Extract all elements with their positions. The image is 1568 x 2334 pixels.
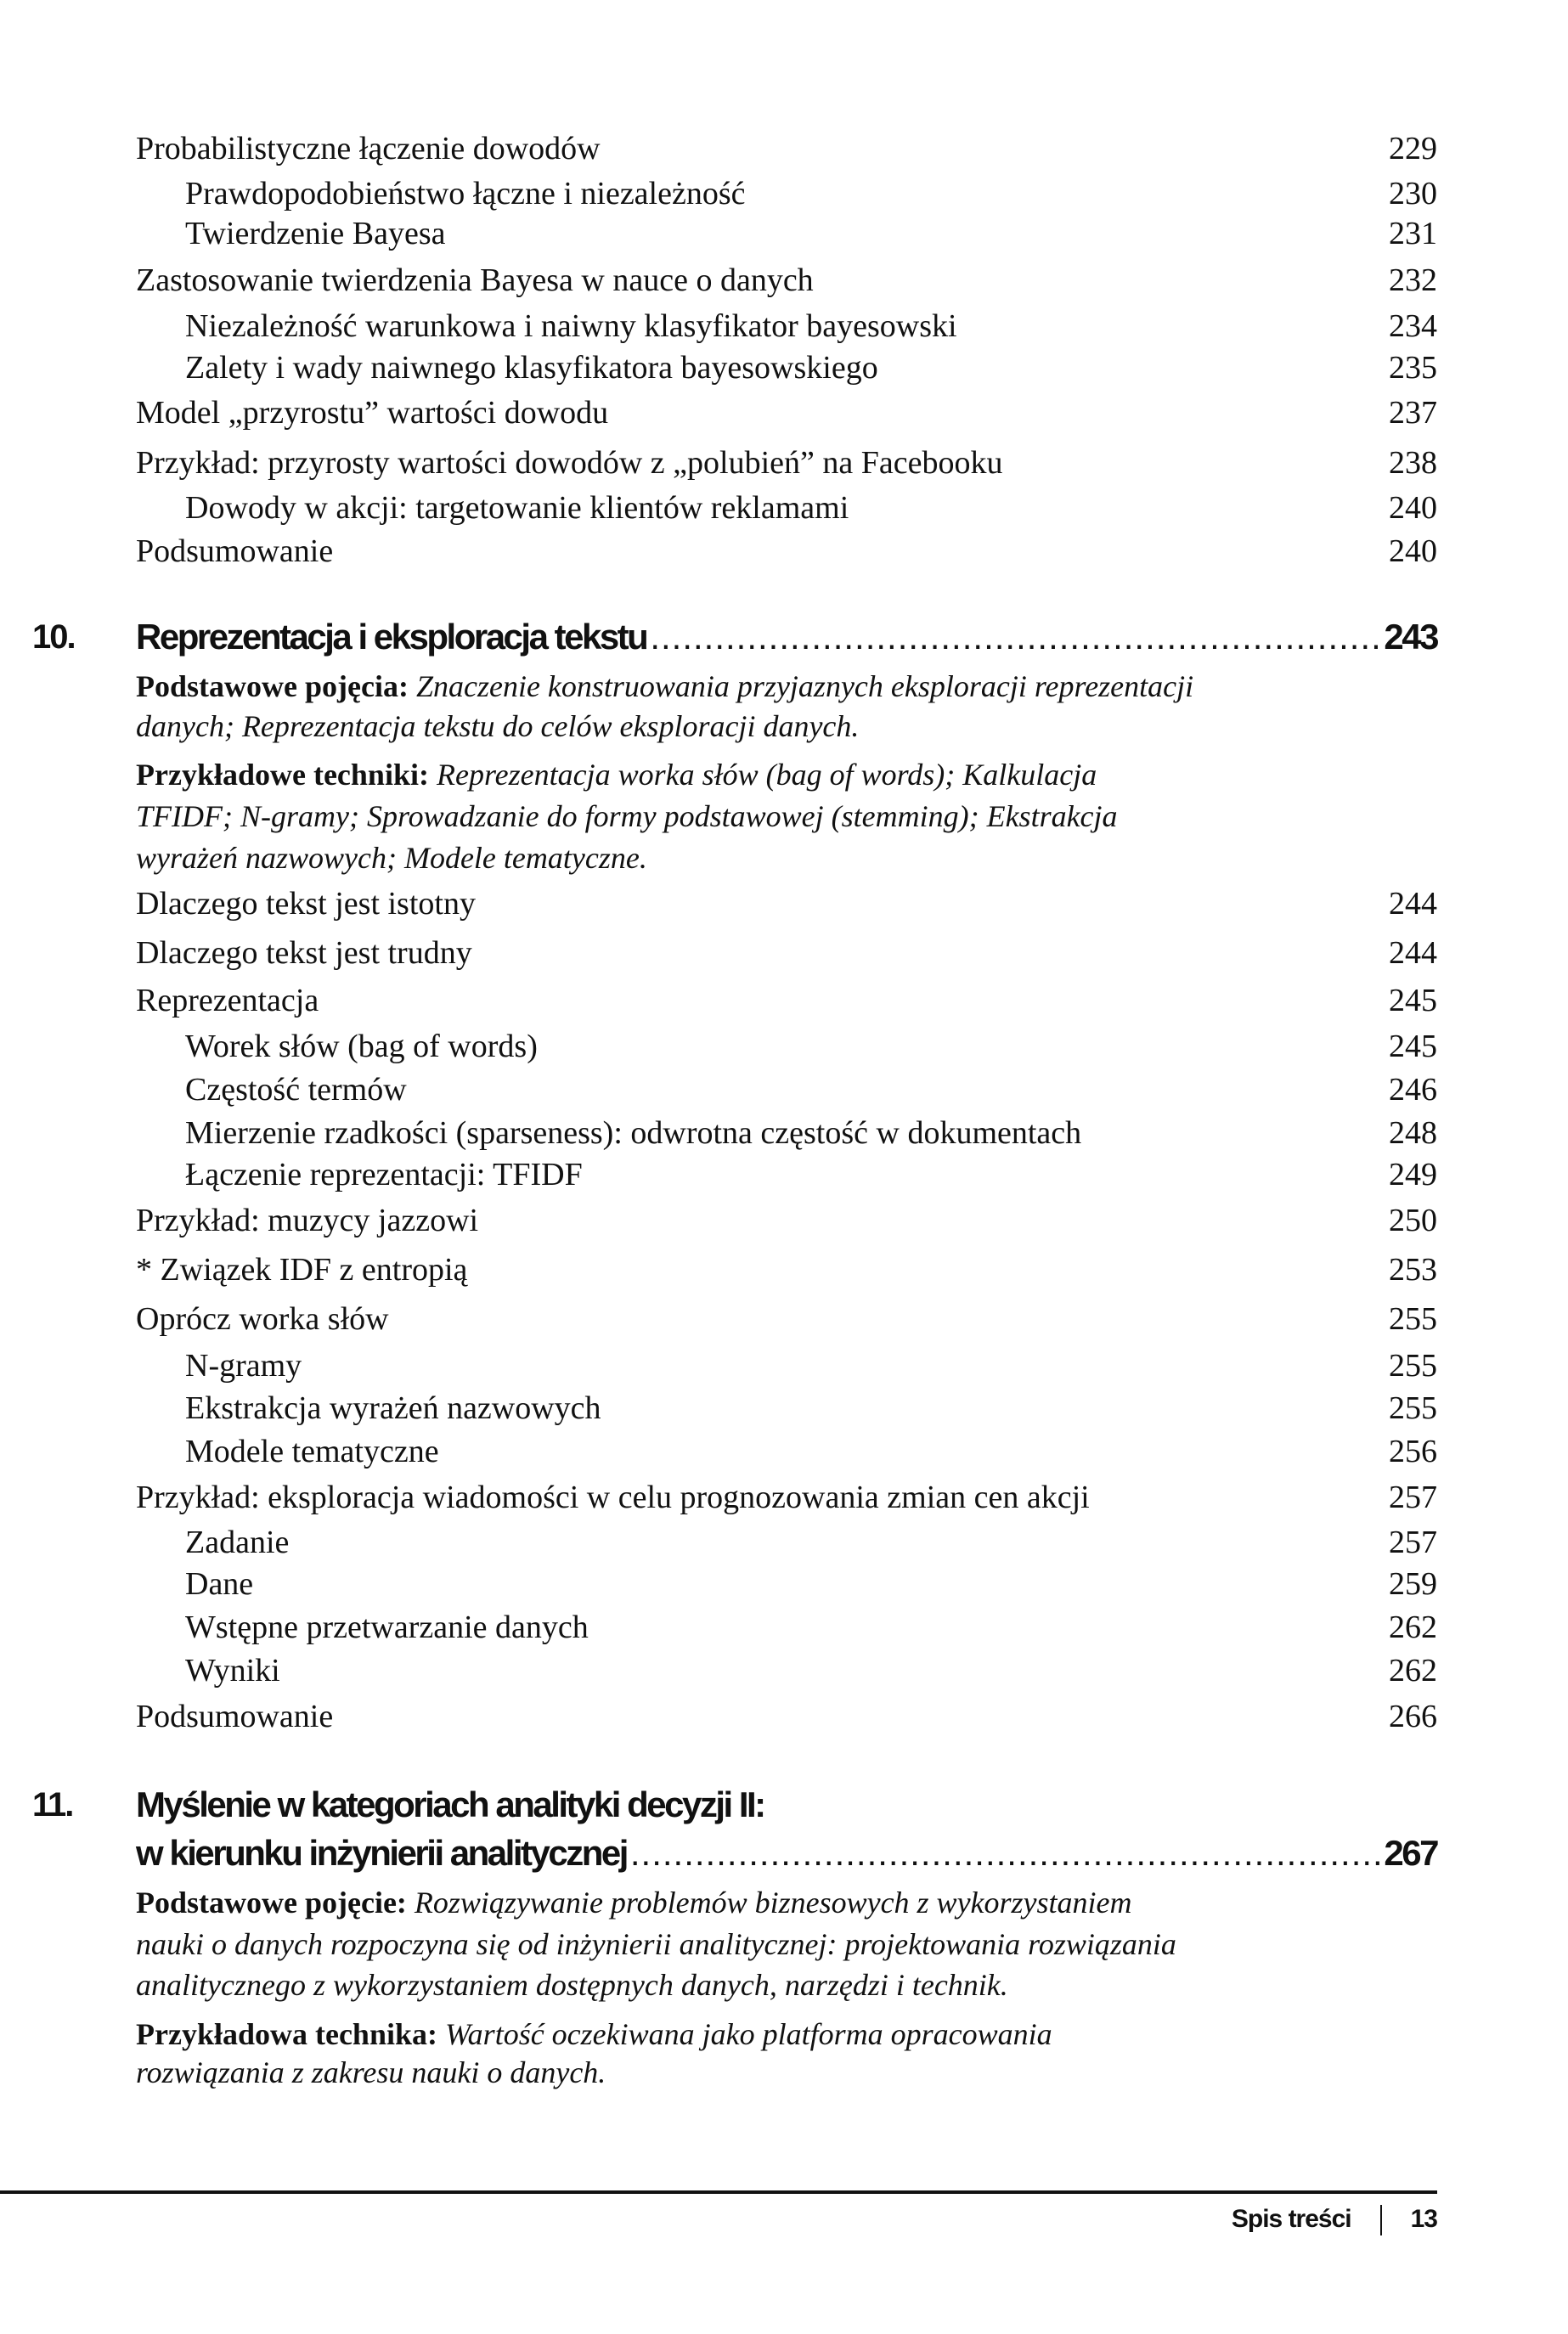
footer-separator [1380, 2205, 1382, 2235]
toc-entry [185, 487, 1437, 529]
toc-entry [136, 979, 1437, 1022]
toc-entry-title: Przykład: eksploracja wiadomości w celu prognozowania zmian cen akcji [136, 1480, 1090, 1515]
description-label: Przykładowe techniki: [136, 758, 429, 792]
chapter-description-line [136, 665, 1193, 708]
toc-entry-title: Łączenie reprezentacji: TFIDF [185, 1157, 583, 1192]
toc-entry [185, 212, 1437, 255]
toc-entry-title: Twierdzenie Bayesa [185, 216, 446, 251]
toc-entry-page: 266 [1389, 1699, 1437, 1734]
toc-entry-page: 234 [1389, 308, 1437, 344]
description-text: TFIDF; N-gramy; Sprowadzanie do formy podstawowej (stemming); Ekstrakcja [136, 799, 1118, 833]
toc-entry-title: Probabilistyczne łączenie dowodów [136, 131, 601, 166]
toc-entry-page: 231 [1389, 216, 1437, 251]
toc-entry-page: 240 [1389, 533, 1437, 569]
toc-entry-title: Podsumowanie [136, 1699, 334, 1734]
toc-entry-page: 238 [1389, 445, 1437, 481]
toc-entry [136, 259, 1437, 302]
toc-entry [185, 1025, 1437, 1068]
toc-entry [185, 1112, 1437, 1154]
toc-entry-page: 245 [1389, 983, 1437, 1018]
toc-entry [136, 1298, 1437, 1340]
toc-entry [185, 1606, 1437, 1649]
chapter-page: 243 [1384, 617, 1437, 657]
description-text: analitycznego z wykorzystaniem dostępnych danych, narzędzi i technik. [136, 1968, 1008, 2002]
toc-entry-title: Częstość termów [185, 1072, 407, 1108]
toc-entry-title: Dane [185, 1566, 254, 1602]
description-text: Znaczenie konstruowania przyjaznych eksploracji reprezentacji [415, 669, 1194, 703]
toc-entry [136, 127, 1437, 170]
chapter-title [136, 1781, 1437, 1829]
footer-section-title: Spis treści [1231, 2205, 1351, 2233]
description-text: Wartość oczekiwana jako platforma opracowania [445, 2017, 1052, 2051]
toc-entry-title: Mierzenie rzadkości (sparseness): odwrotna częstość w dokumentach [185, 1115, 1082, 1151]
description-label: Przykładowa technika: [136, 2017, 437, 2051]
description-text: danych; Reprezentacja tekstu do celów eksploracji danych. [136, 709, 860, 743]
toc-entry-page: 253 [1389, 1252, 1437, 1288]
toc-entry-page: 240 [1389, 490, 1437, 526]
toc-entry-title: Wyniki [185, 1653, 280, 1688]
toc-entry-title: Zadanie [185, 1525, 290, 1560]
chapter-title-text: Myślenie w kategoriach analityki decyzji II: [136, 1784, 764, 1824]
toc-entry-title: Dlaczego tekst jest trudny [136, 935, 472, 971]
toc-entry [136, 442, 1437, 484]
toc-entry [136, 1249, 1437, 1291]
toc-entry-page: 255 [1389, 1348, 1437, 1384]
toc-entry-page: 245 [1389, 1029, 1437, 1064]
page-number: 13 [1410, 2205, 1437, 2233]
toc-entry [185, 1345, 1437, 1387]
description-text: nauki o danych rozpoczyna się od inżynierii analitycznej: projektowania rozwiązania [136, 1927, 1176, 1961]
toc-entry-page: 255 [1389, 1390, 1437, 1426]
toc-entry [185, 305, 1437, 347]
toc-entry-title: Worek słów (bag of words) [185, 1029, 538, 1064]
chapter-number: 11. [32, 1786, 73, 1824]
toc-entry [136, 392, 1437, 434]
toc-entry-title: Niezależność warunkowa i naiwny klasyfikator bayesowski [185, 308, 957, 344]
chapter-title-text: Reprezentacja i eksploracja tekstu [136, 617, 647, 657]
chapter-description-line [136, 2013, 1052, 2055]
toc-entry [136, 1199, 1437, 1242]
toc-entry-title: Podsumowanie [136, 533, 334, 569]
toc-entry [185, 172, 1437, 215]
chapter-title [136, 1829, 1437, 1877]
toc-entry-title: Modele tematyczne [185, 1434, 439, 1469]
chapter-title-text: w kierunku inżynierii analitycznej [136, 1833, 627, 1873]
toc-entry-title: Reprezentacja [136, 983, 319, 1018]
toc-entry [185, 1649, 1437, 1692]
description-label: Podstawowe pojęcie: [136, 1886, 407, 1920]
toc-entry-page: 230 [1389, 176, 1437, 211]
toc-entry-page: 229 [1389, 131, 1437, 166]
toc-entry [136, 882, 1437, 925]
toc-entry-page: 235 [1389, 350, 1437, 386]
chapter-description-line [136, 795, 1118, 837]
page-footer [1232, 2200, 1437, 2239]
toc-entry-page: 232 [1389, 262, 1437, 298]
toc-entry-title: Oprócz worka słów [136, 1301, 389, 1337]
chapter-title [136, 613, 1437, 661]
toc-entry-title: * Związek IDF z entropią [136, 1252, 468, 1288]
toc-entry-page: 257 [1389, 1525, 1437, 1560]
toc-entry-title: Wstępne przetwarzanie danych [185, 1610, 589, 1645]
toc-entry-page: 246 [1389, 1072, 1437, 1108]
toc-entry-page: 259 [1389, 1566, 1437, 1602]
toc-entry [185, 1430, 1437, 1473]
toc-entry-title: N-gramy [185, 1348, 302, 1384]
toc-entry [185, 1068, 1437, 1111]
chapter-description-line [136, 1881, 1132, 1924]
toc-entry-page: 250 [1389, 1203, 1437, 1238]
toc-entry-page: 237 [1389, 395, 1437, 431]
toc-entry-page: 256 [1389, 1434, 1437, 1469]
toc-entry [136, 530, 1437, 572]
chapter-description-line [136, 753, 1097, 796]
toc-entry-title: Zalety i wady naiwnego klasyfikatora bayesowskiego [185, 350, 878, 386]
dot-leader [630, 1829, 1381, 1877]
toc-entry-page: 248 [1389, 1115, 1437, 1151]
toc-entry-page: 257 [1389, 1480, 1437, 1515]
toc-entry-title: Przykład: muzycy jazzowi [136, 1203, 479, 1238]
toc-entry-title: Ekstrakcja wyrażeń nazwowych [185, 1390, 601, 1426]
description-text: wyrażeń nazwowych; Modele tematyczne. [136, 841, 647, 875]
toc-entry-page: 244 [1389, 886, 1437, 922]
toc-entry-title: Zastosowanie twierdzenia Bayesa w nauce o danych [136, 262, 814, 298]
toc-entry-page: 262 [1389, 1653, 1437, 1688]
chapter-description-line [136, 1923, 1176, 1965]
toc-entry [136, 932, 1437, 974]
description-text: Reprezentacja worka słów (bag of words); Kalkulacja [436, 758, 1097, 792]
description-text: rozwiązania z zakresu nauki o danych. [136, 2055, 606, 2089]
toc-entry-title: Dowody w akcji: targetowanie klientów reklamami [185, 490, 849, 526]
toc-entry [185, 347, 1437, 389]
toc-entry [136, 1476, 1437, 1519]
chapter-number: 10. [32, 618, 75, 656]
toc-entry [136, 1695, 1437, 1738]
dot-leader [650, 613, 1380, 661]
toc-entry-title: Model „przyrostu” wartości dowodu [136, 395, 609, 431]
toc-entry [185, 1387, 1437, 1429]
description-label: Podstawowe pojęcia: [136, 669, 409, 703]
chapter-description-line [136, 2051, 606, 2094]
footer-rule [0, 2190, 1437, 2194]
toc-entry-page: 244 [1389, 935, 1437, 971]
toc-entry [185, 1563, 1437, 1605]
toc-entry-title: Przykład: przyrosty wartości dowodów z „polubień” na Facebooku [136, 445, 1003, 481]
toc-entry-page: 255 [1389, 1301, 1437, 1337]
description-text: Rozwiązywanie problemów biznesowych z wykorzystaniem [414, 1886, 1132, 1920]
toc-entry [185, 1521, 1437, 1564]
toc-entry-title: Prawdopodobieństwo łączne i niezależność [185, 176, 746, 211]
chapter-page: 267 [1384, 1833, 1437, 1873]
chapter-description-line [136, 705, 859, 747]
toc-entry [185, 1153, 1437, 1196]
toc-entry-page: 249 [1389, 1157, 1437, 1192]
toc-entry-title: Dlaczego tekst jest istotny [136, 886, 476, 922]
chapter-description-line [136, 1964, 1008, 2006]
toc-entry-page: 262 [1389, 1610, 1437, 1645]
chapter-description-line [136, 837, 647, 879]
